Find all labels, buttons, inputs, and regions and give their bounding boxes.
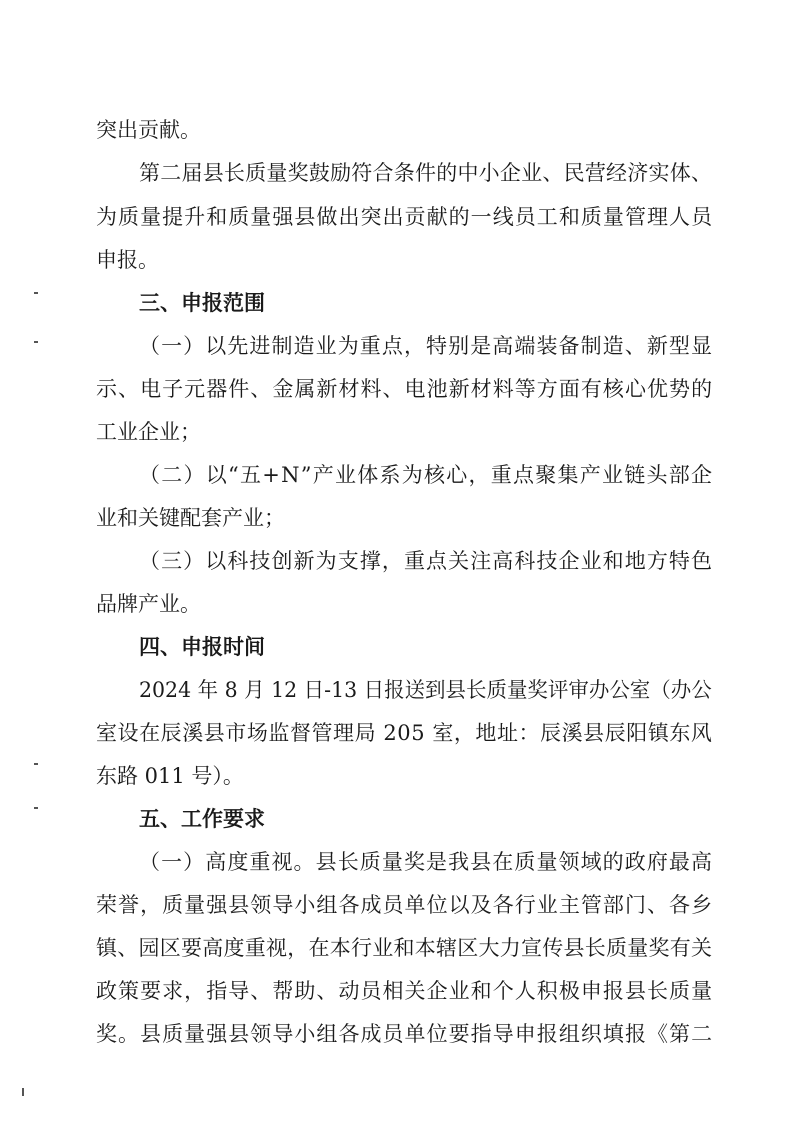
body-line-4 bbox=[96, 247, 794, 273]
body-line-10 bbox=[96, 505, 794, 531]
scan-mark bbox=[34, 763, 38, 765]
line-text: （一）以先进制造业为重点，特别是高端装备制造、新型显 bbox=[139, 334, 714, 358]
heading-text: 四、申报时间 bbox=[139, 634, 265, 659]
line-text: 业和关键配套产业； bbox=[96, 506, 285, 530]
line-text: 为质量提升和质量强县做出突出贡献的一线员工和质量管理人员 bbox=[96, 205, 714, 229]
line-text: （三）以科技创新为支撑，重点关注高科技企业和地方特色 bbox=[139, 549, 714, 573]
scope-item-1 bbox=[139, 333, 794, 359]
line-text: 申报。 bbox=[96, 248, 159, 272]
section-heading-scope bbox=[139, 290, 794, 316]
scope-item-2 bbox=[139, 462, 794, 488]
heading-text: 三、申报范围 bbox=[139, 290, 265, 315]
body-line-7 bbox=[96, 376, 794, 402]
scope-item-3 bbox=[139, 548, 794, 574]
line-text: 镇、园区要高度重视，在本行业和本辖区大力宣传县长质量奖有关 bbox=[96, 936, 713, 960]
body-line-8 bbox=[96, 419, 794, 445]
line-text: 突出贡献。 bbox=[96, 118, 201, 142]
heading-text: 五、工作要求 bbox=[139, 806, 265, 831]
body-line-22 bbox=[96, 1021, 794, 1047]
submission-time-line bbox=[139, 677, 794, 703]
body-line-3 bbox=[96, 204, 794, 230]
scan-mark bbox=[22, 1088, 24, 1096]
body-line-20 bbox=[96, 935, 794, 961]
requirement-item-1 bbox=[139, 849, 794, 875]
line-text: 品牌产业。 bbox=[96, 592, 201, 616]
line-text: 室设在辰溪县市场监督管理局 205 室，地址：辰溪县辰阳镇东风 bbox=[96, 721, 713, 745]
line-text: 第二届县长质量奖鼓励符合条件的中小企业、民营经济实体、 bbox=[139, 161, 713, 185]
body-line-12 bbox=[96, 591, 794, 617]
section-heading-time bbox=[139, 634, 794, 660]
line-text: （一）高度重视。县长质量奖是我县在质量领域的政府最高 bbox=[139, 850, 714, 874]
scan-mark bbox=[34, 292, 38, 294]
paragraph-reward-eligibility bbox=[139, 160, 794, 186]
body-line-16 bbox=[96, 763, 794, 789]
line-text: 奖。县质量强县领导小组各成员单位要指导申报组织填报《第二 bbox=[96, 1022, 714, 1046]
section-heading-requirements bbox=[139, 806, 794, 832]
body-line-21 bbox=[96, 978, 794, 1004]
body-line-19 bbox=[96, 892, 794, 918]
line-text: 荣誉，质量强县领导小组各成员单位以及各行业主管部门、各乡 bbox=[96, 893, 714, 917]
line-text: 东路 011 号）。 bbox=[96, 764, 244, 788]
body-line-1 bbox=[96, 117, 794, 143]
line-text: 政策要求，指导、帮助、动员相关企业和个人积极申报县长质量 bbox=[96, 979, 714, 1003]
scan-mark bbox=[34, 341, 38, 343]
line-text: （二）以“五+N”产业体系为核心，重点聚集产业链头部企 bbox=[139, 463, 714, 487]
scan-mark bbox=[34, 807, 38, 809]
line-text: 工业企业； bbox=[96, 420, 201, 444]
line-text: 示、电子元器件、金属新材料、电池新材料等方面有核心优势的 bbox=[96, 377, 714, 401]
body-line-15 bbox=[96, 720, 794, 746]
line-text: 2024 年 8 月 12 日-13 日报送到县长质量奖评审办公室（办公 bbox=[139, 678, 712, 702]
